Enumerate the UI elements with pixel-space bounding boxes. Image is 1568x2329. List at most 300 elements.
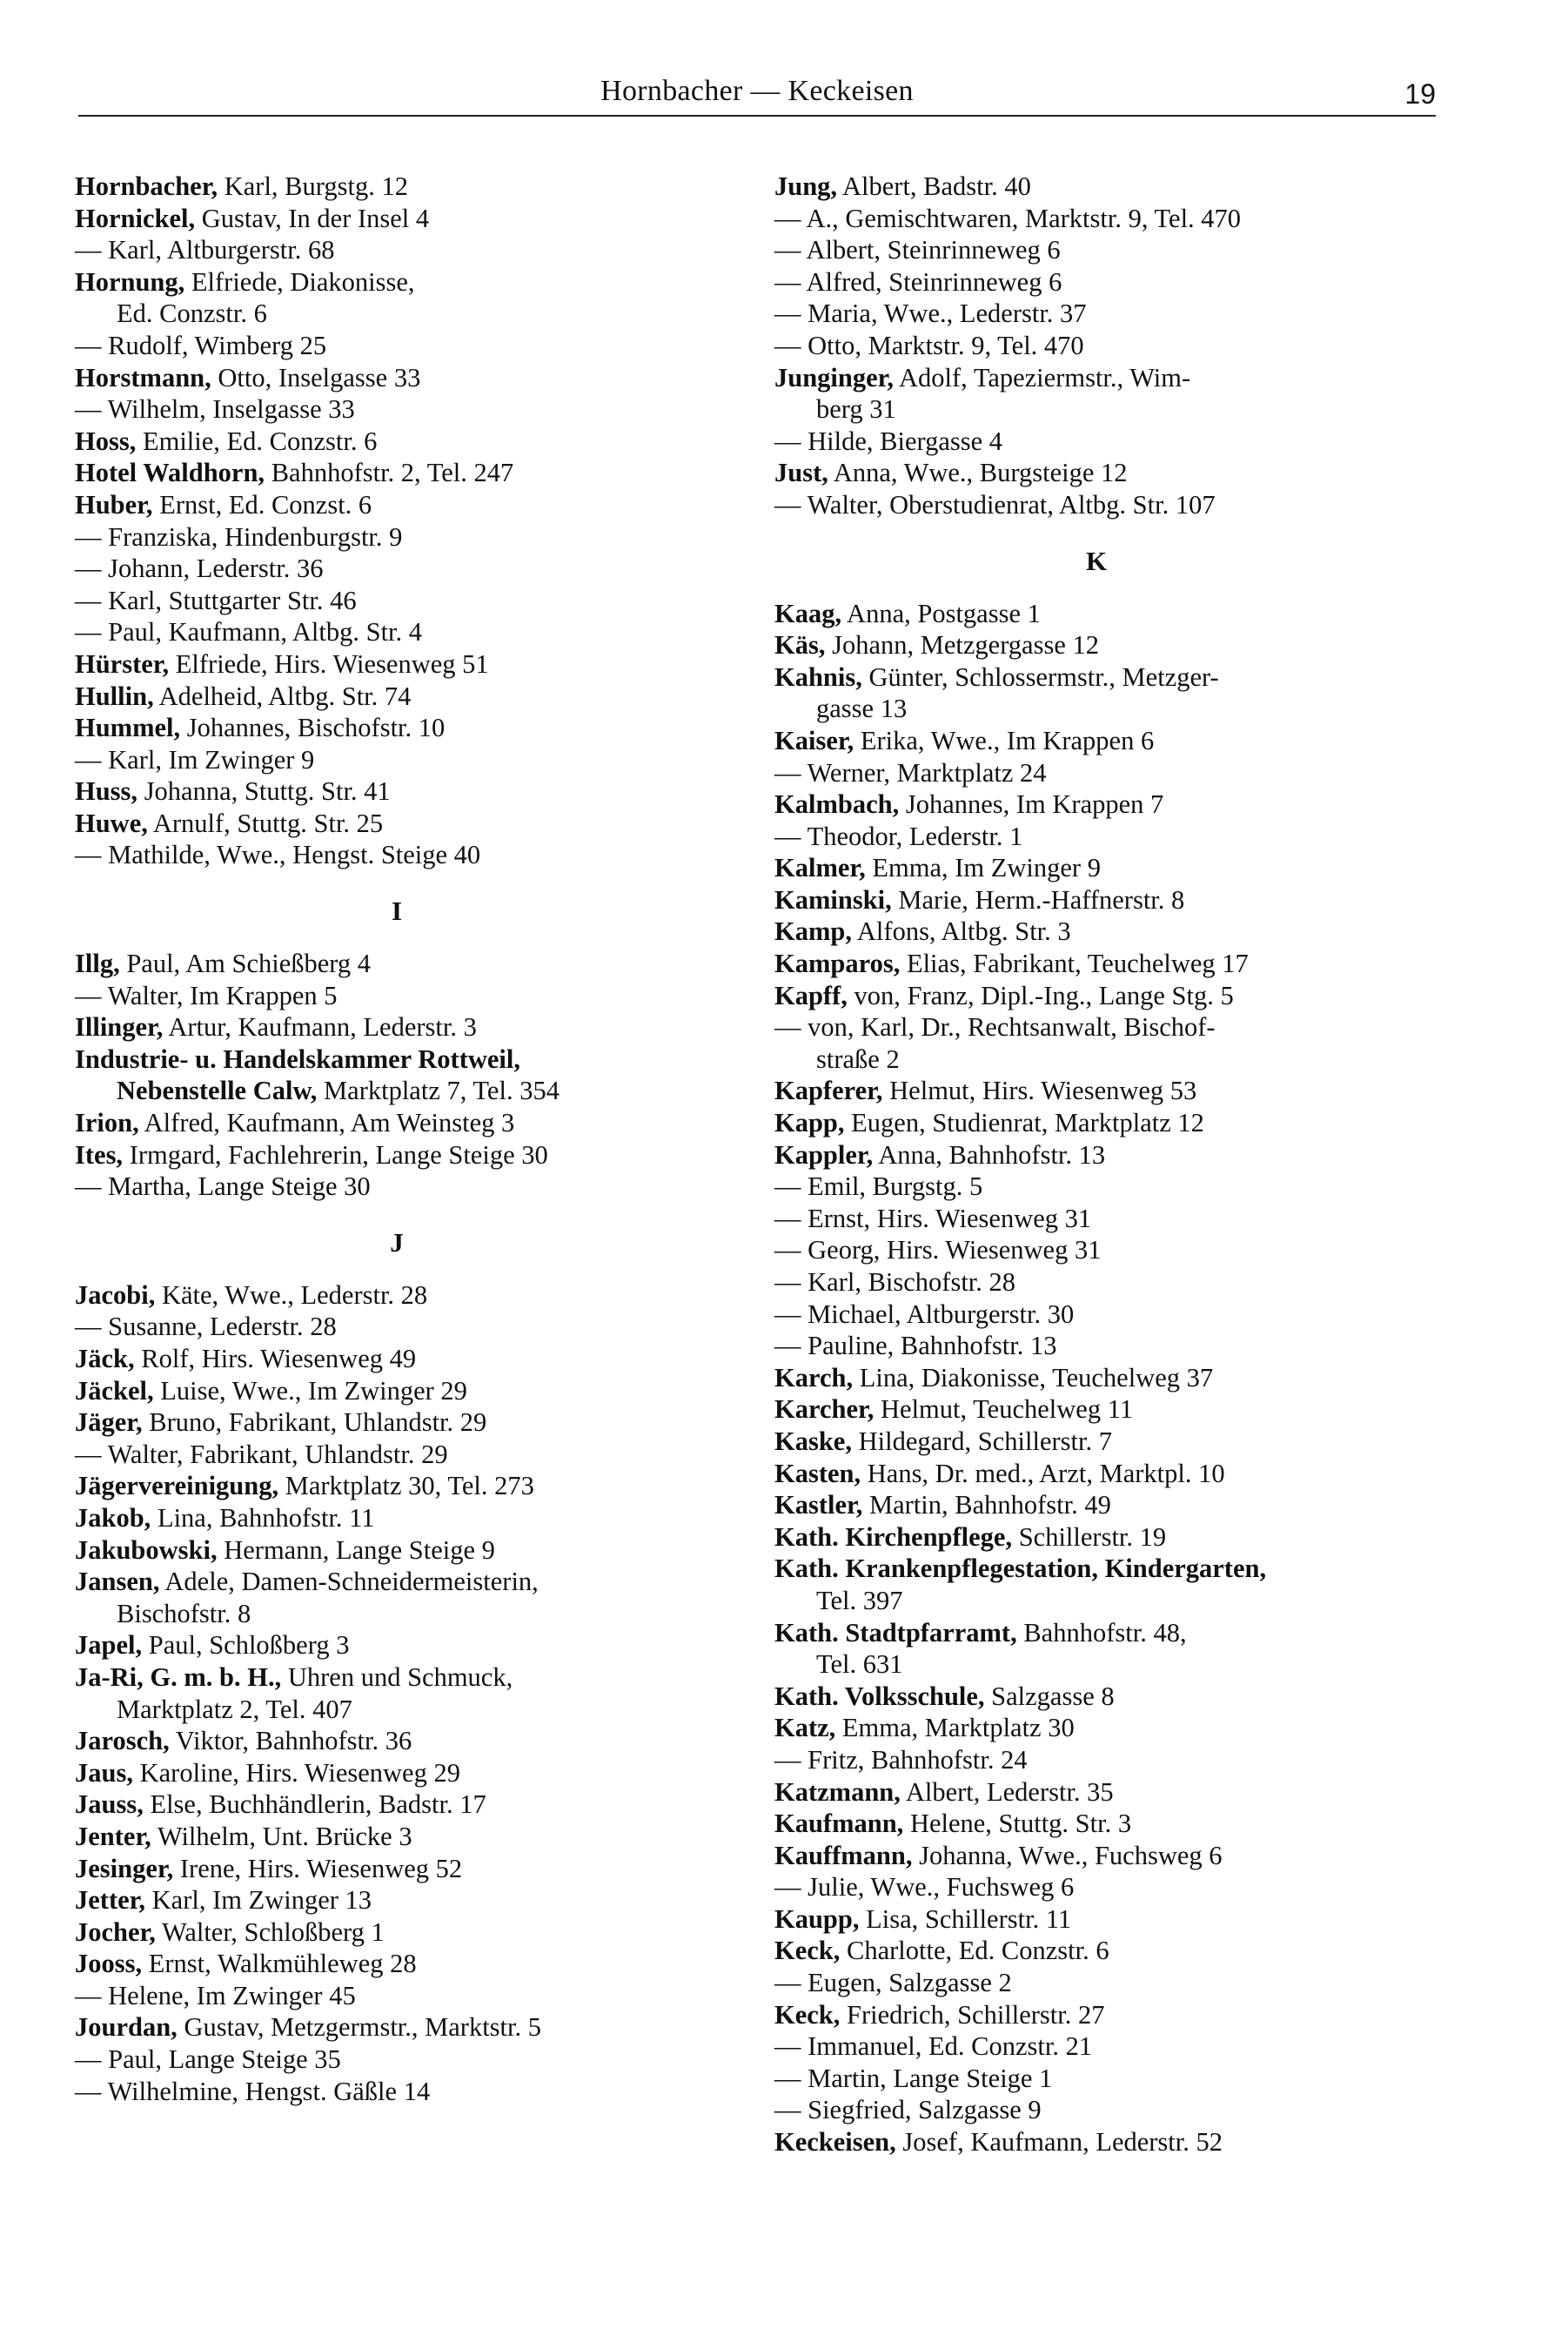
entry-details: Karl, Im Zwinger 13 <box>145 1885 372 1916</box>
entry-name: Hornbacher, <box>75 171 218 201</box>
entry-details: berg 31 <box>816 394 896 425</box>
directory-entry <box>774 298 1436 330</box>
directory-entry <box>75 362 736 394</box>
directory-entry <box>75 2044 736 2076</box>
entry-details: — Theodor, Lederstr. 1 <box>774 821 1023 851</box>
directory-entry <box>774 852 1436 884</box>
entry-name: Kapff, <box>774 980 848 1010</box>
entry-details: Wilhelm, Unt. Brücke 3 <box>151 1821 412 1851</box>
directory-entry <box>75 1502 736 1534</box>
entry-name: Jäger, <box>75 1407 143 1438</box>
directory-entry <box>75 808 736 840</box>
entry-name: Kalmbach, <box>774 789 900 820</box>
directory-entry <box>75 1757 736 1789</box>
entry-name: Jägervereinigung, <box>75 1471 279 1501</box>
entry-name: Irion, <box>75 1108 139 1138</box>
directory-entry <box>774 1521 1436 1554</box>
directory-entry <box>75 1375 736 1407</box>
entry-name: Kath. Krankenpflegestation, Kindergarten, <box>774 1554 1267 1584</box>
entry-details: Anna, Bahnhofstr. 13 <box>873 1139 1106 1170</box>
directory-entry <box>774 1744 1436 1776</box>
entry-details: Adelheid, Altbg. Str. 74 <box>153 681 412 711</box>
entry-details: Arnulf, Stuttg. Str. 25 <box>147 808 384 838</box>
directory-entry <box>774 1999 1436 2031</box>
entry-name: Kamp, <box>774 916 852 947</box>
entry-name: Kastler, <box>774 1490 863 1520</box>
entry-details: Albert, Lederstr. 35 <box>900 1776 1114 1807</box>
directory-entry <box>774 1712 1436 1744</box>
directory-entry-continuation <box>774 1648 1436 1681</box>
entry-name: Kapferer, <box>774 1076 883 1106</box>
entry-details: — Karl, Stuttgarter Str. 46 <box>75 585 357 615</box>
entry-details: Elfriede, Hirs. Wiesenweg 51 <box>169 648 489 679</box>
entry-details: Uhren und Schmuck, <box>281 1661 513 1692</box>
directory-entry <box>75 553 736 585</box>
directory-entry <box>75 1534 736 1567</box>
entry-details: — Susanne, Lederstr. 28 <box>75 1312 337 1342</box>
directory-entry <box>774 1903 1436 1936</box>
entry-name: Katzmann, <box>774 1776 901 1807</box>
entry-details: Gustav, In der Insel 4 <box>195 203 430 233</box>
directory-entry <box>75 1343 736 1375</box>
entry-name: Katz, <box>774 1713 836 1743</box>
entry-details: — Pauline, Bahnhofstr. 13 <box>774 1331 1057 1361</box>
entry-details: — Helene, Im Zwinger 45 <box>75 1980 356 2010</box>
entry-name: Hürster, <box>75 648 170 679</box>
entry-details: — Karl, Altburgerstr. 68 <box>75 235 335 265</box>
directory-entry <box>774 1553 1436 1585</box>
entry-details: Josef, Kaufmann, Lederstr. 52 <box>895 2127 1223 2158</box>
directory-entry <box>75 203 736 235</box>
directory-entry <box>774 1808 1436 1840</box>
directory-entry <box>774 2063 1436 2095</box>
entry-details: Johanna, Wwe., Fuchsweg 6 <box>912 1840 1223 1870</box>
entry-name: Kaupp, <box>774 1903 860 1934</box>
directory-entry-continuation <box>75 298 736 330</box>
entry-name: Kath. Stadtpfarramt, <box>774 1617 1017 1648</box>
entry-details: — von, Karl, Dr., Rechtsanwalt, Bischof- <box>774 1012 1216 1043</box>
directory-entry <box>75 426 736 458</box>
entry-name: Jooss, <box>75 1949 143 1979</box>
entry-details: — Mathilde, Wwe., Hengst. Steige 40 <box>75 840 481 870</box>
running-head <box>78 73 1436 117</box>
section-letter-text: J <box>390 1226 404 1258</box>
entry-details: Emma, Marktplatz 30 <box>835 1713 1075 1743</box>
entry-name: Jacobi, <box>75 1279 156 1310</box>
entry-name: Kath. Volksschule, <box>774 1681 985 1711</box>
entry-details: — Julie, Wwe., Fuchsweg 6 <box>774 1872 1075 1903</box>
directory-entry <box>774 1617 1436 1649</box>
entry-details: — Martha, Lange Steige 30 <box>75 1171 371 1202</box>
entry-name: Hullin, <box>75 681 154 711</box>
directory-entry-continuation <box>774 1585 1436 1617</box>
entry-name: Huber, <box>75 489 153 520</box>
directory-entry <box>774 884 1436 916</box>
entry-details: Bischofstr. 8 <box>117 1598 251 1628</box>
directory-entry-continuation <box>774 1044 1436 1076</box>
directory-entry <box>75 1311 736 1343</box>
entry-name: Huss, <box>75 776 138 807</box>
directory-entry <box>774 629 1436 661</box>
directory-entry <box>774 757 1436 789</box>
entry-name: Industrie- u. Handelskammer Rottweil, <box>75 1044 521 1074</box>
directory-entry <box>75 521 736 554</box>
entry-name: Jäck, <box>75 1344 135 1373</box>
entry-details: Anna, Wwe., Burgsteige 12 <box>828 458 1128 488</box>
entry-name: Karcher, <box>774 1394 874 1425</box>
entry-name: Karch, <box>774 1362 854 1393</box>
directory-entry <box>774 2094 1436 2126</box>
entry-details: — Werner, Marktplatz 24 <box>774 757 1047 788</box>
entry-details: Johanna, Stuttg. Str. 41 <box>137 776 391 807</box>
directory-entry <box>774 457 1436 489</box>
entry-details: Tel. 631 <box>816 1649 903 1680</box>
entry-details: Johann, Metzgergasse 12 <box>825 630 1099 661</box>
entry-details: Martin, Bahnhofstr. 49 <box>862 1490 1111 1520</box>
left-column <box>75 171 736 2107</box>
entry-details: — Georg, Hirs. Wiesenweg 31 <box>774 1235 1102 1265</box>
directory-entry <box>774 1871 1436 1903</box>
directory-entry <box>75 1629 736 1661</box>
entry-details: Marie, Herm.-Haffnerstr. 8 <box>891 884 1185 915</box>
directory-entry <box>774 330 1436 362</box>
directory-entry <box>75 1107 736 1139</box>
entry-details: Charlotte, Ed. Conzstr. 6 <box>840 1936 1109 1966</box>
entry-name: Kappler, <box>774 1139 874 1170</box>
directory-entry <box>75 1916 736 1949</box>
directory-entry <box>774 1107 1436 1139</box>
entry-details: Hermann, Lange Steige 9 <box>217 1534 495 1565</box>
entry-details: Otto, Inselgasse 33 <box>211 362 421 393</box>
entry-details: — Emil, Burgstg. 5 <box>774 1171 983 1202</box>
directory-entry <box>774 2126 1436 2158</box>
entry-name: Japel, <box>75 1630 143 1661</box>
entry-name: Kauffmann, <box>774 1840 913 1870</box>
directory-entry <box>75 1789 736 1821</box>
directory-entry <box>774 1776 1436 1809</box>
entry-details: von, Franz, Dipl.-Ing., Lange Stg. 5 <box>847 980 1234 1010</box>
directory-entry <box>774 2030 1436 2063</box>
entry-details: Rolf, Hirs. Wiesenweg 49 <box>134 1344 417 1373</box>
entry-name: Jarosch, <box>75 1726 170 1756</box>
entry-details: Schillerstr. 19 <box>1012 1521 1167 1552</box>
directory-entry <box>75 1948 736 1980</box>
directory-entry <box>774 821 1436 853</box>
directory-entry <box>75 1439 736 1471</box>
directory-entry <box>75 330 736 362</box>
directory-entry <box>774 1330 1436 1362</box>
directory-entry <box>75 712 736 744</box>
entry-details: Erika, Wwe., Im Krappen 6 <box>854 725 1155 755</box>
entry-name: Ja-Ri, G. m. b. H., <box>75 1661 282 1692</box>
entry-name: Keck, <box>774 1936 841 1966</box>
entry-details: — Maria, Wwe., Lederstr. 37 <box>774 299 1087 329</box>
entry-name: Kaiser, <box>774 725 854 755</box>
directory-entry <box>75 266 736 299</box>
entry-details: Friedrich, Schillerstr. 27 <box>840 1999 1105 2030</box>
entry-details: — Karl, Bischofstr. 28 <box>774 1267 1016 1297</box>
directory-entry <box>774 1362 1436 1394</box>
entry-details: Ernst, Walkmühleweg 28 <box>142 1949 417 1979</box>
directory-entry <box>774 426 1436 458</box>
directory-entry <box>75 2011 736 2044</box>
section-letter <box>75 1203 719 1279</box>
directory-entry <box>75 2076 736 2108</box>
entry-name: Nebenstelle Calw, <box>117 1076 318 1106</box>
directory-entry <box>774 980 1436 1012</box>
entry-name: Jesinger, <box>75 1853 174 1883</box>
entry-details: Käte, Wwe., Lederstr. 28 <box>155 1279 428 1310</box>
entry-name: Illg, <box>75 949 120 979</box>
entry-details: — Siegfried, Salzgasse 9 <box>774 2095 1042 2125</box>
entry-name: Just, <box>774 458 828 488</box>
entry-details: Alfred, Kaufmann, Am Weinsteg 3 <box>138 1108 515 1138</box>
entry-name: Hotel Waldhorn, <box>75 458 265 488</box>
entry-details: Emilie, Ed. Conzstr. 6 <box>136 426 378 456</box>
directory-entry <box>75 1011 736 1044</box>
entry-name: Keck, <box>774 1999 841 2030</box>
entry-details: Tel. 397 <box>816 1585 903 1615</box>
directory-entry <box>774 1840 1436 1872</box>
entry-details: Helmut, Hirs. Wiesenweg 53 <box>882 1076 1197 1106</box>
entry-name: Jauss, <box>75 1789 144 1820</box>
entry-details: — Michael, Altburgerstr. 30 <box>774 1299 1075 1329</box>
entry-details: Marktplatz 30, Tel. 273 <box>278 1471 534 1501</box>
directory-entry <box>75 457 736 489</box>
entry-details: Paul, Am Schießberg 4 <box>119 949 372 979</box>
directory-entry <box>774 1681 1436 1713</box>
entry-name: Jansen, <box>75 1567 160 1597</box>
directory-entry <box>75 171 736 203</box>
entry-name: Huwe, <box>75 808 148 838</box>
directory-entry-continuation <box>75 1694 736 1726</box>
entry-details: Irmgard, Fachlehrerin, Lange Steige 30 <box>123 1139 548 1170</box>
directory-entry <box>774 266 1436 299</box>
entry-details: Emma, Im Zwinger 9 <box>865 853 1101 883</box>
entry-name: Illinger, <box>75 1012 164 1043</box>
directory-entry <box>75 681 736 713</box>
directory-entry <box>774 1075 1436 1107</box>
entry-details: Marktplatz 7, Tel. 354 <box>317 1076 560 1106</box>
directory-entry <box>75 775 736 808</box>
entry-details: Irene, Hirs. Wiesenweg 52 <box>173 1853 463 1883</box>
entry-details: — Wilhelm, Inselgasse 33 <box>75 394 355 425</box>
directory-entry <box>774 1935 1436 1967</box>
entry-name: Hummel, <box>75 713 181 743</box>
entry-name: Hornung, <box>75 266 185 297</box>
directory-entry <box>75 744 736 776</box>
entry-details: Helmut, Teuchelweg 11 <box>874 1394 1134 1425</box>
entry-details: Bahnhofstr. 48, <box>1016 1617 1187 1648</box>
entry-details: Anna, Postgasse 1 <box>841 598 1041 628</box>
directory-entry <box>774 1171 1436 1203</box>
directory-entry <box>774 1393 1436 1426</box>
directory-entry <box>75 234 736 266</box>
entry-name: Keckeisen, <box>774 2127 896 2158</box>
entry-details: Adolf, Tapeziermstr., Wim- <box>894 362 1191 393</box>
directory-entry <box>75 948 736 980</box>
entry-name: Kaminski, <box>774 884 892 915</box>
entry-details: — Immanuel, Ed. Conzstr. 21 <box>774 2031 1093 2062</box>
running-title: Hornbacher — Keckeisen <box>600 75 914 107</box>
entry-details: Albert, Badstr. 40 <box>837 171 1031 201</box>
entry-details: Ed. Conzstr. 6 <box>117 299 267 329</box>
directory-entry <box>75 1884 736 1916</box>
entry-details: — Martin, Lange Steige 1 <box>774 2063 1053 2093</box>
entry-details: — Rudolf, Wimberg 25 <box>75 330 327 360</box>
entry-details: Lina, Diakonisse, Teuchelweg 37 <box>853 1362 1214 1393</box>
entry-name: Jäckel, <box>75 1375 154 1406</box>
entry-details: Adele, Damen-Schneidermeisterin, <box>159 1567 539 1597</box>
entry-name: Jetter, <box>75 1885 146 1916</box>
entry-details: — Johann, Lederstr. 36 <box>75 554 324 584</box>
entry-name: Kasten, <box>774 1458 861 1488</box>
directory-entry-continuation <box>75 1598 736 1630</box>
directory-entry <box>774 1234 1436 1266</box>
entry-details: — Otto, Marktstr. 9, Tel. 470 <box>774 330 1084 360</box>
entry-details: Bruno, Fabrikant, Uhlandstr. 29 <box>142 1407 487 1438</box>
directory-entry <box>75 1661 736 1694</box>
entry-details: — Alfred, Steinrinneweg 6 <box>774 266 1062 297</box>
entry-details: gasse 13 <box>816 694 908 724</box>
entry-details: Gustav, Metzgermstr., Marktstr. 5 <box>177 2012 541 2043</box>
entry-details: Helene, Stuttg. Str. 3 <box>903 1809 1132 1839</box>
entry-details: Eugen, Studienrat, Marktplatz 12 <box>844 1108 1204 1138</box>
directory-entry <box>774 489 1436 521</box>
directory-entry <box>75 1139 736 1171</box>
entry-name: Jourdan, <box>75 2012 178 2043</box>
entry-name: Kalmer, <box>774 853 866 883</box>
entry-name: Jung, <box>774 171 838 201</box>
entry-details: straße 2 <box>816 1044 900 1074</box>
directory-entry <box>774 1139 1436 1171</box>
directory-entry <box>774 598 1436 630</box>
directory-entry <box>774 789 1436 821</box>
directory-entry <box>75 1853 736 1885</box>
directory-entry <box>774 1011 1436 1044</box>
entry-details: Artur, Kaufmann, Lederstr. 3 <box>163 1012 477 1043</box>
directory-entry <box>75 393 736 426</box>
directory-entry <box>774 1489 1436 1521</box>
entry-details: — Walter, Fabrikant, Uhlandstr. 29 <box>75 1439 448 1469</box>
entry-details: Walter, Schloßberg 1 <box>155 1916 385 1947</box>
directory-entry <box>75 1406 736 1439</box>
directory-entry <box>75 1470 736 1502</box>
entry-details: Salzgasse 8 <box>984 1681 1115 1711</box>
entry-name: Jakubowski, <box>75 1534 218 1565</box>
directory-entry <box>774 1266 1436 1299</box>
entry-details: — Walter, Oberstudienrat, Altbg. Str. 107 <box>774 489 1216 520</box>
directory-entry <box>774 1299 1436 1331</box>
entry-details: Elias, Fabrikant, Teuchelweg 17 <box>900 949 1249 979</box>
entry-name: Kaufmann, <box>774 1809 904 1839</box>
entry-details: Ernst, Ed. Conzst. 6 <box>152 489 372 520</box>
entry-details: Lina, Bahnhofstr. 11 <box>151 1502 375 1533</box>
section-letter-text: I <box>391 896 403 927</box>
entry-name: Kapp, <box>774 1108 845 1138</box>
entry-details: Karoline, Hirs. Wiesenweg 29 <box>132 1757 460 1788</box>
entry-details: — Hilde, Biergasse 4 <box>774 426 1003 456</box>
directory-entry <box>75 1279 736 1312</box>
directory-entry <box>75 648 736 681</box>
entry-details: Viktor, Bahnhofstr. 36 <box>169 1726 412 1756</box>
entry-details: — Walter, Im Krappen 5 <box>75 980 338 1010</box>
entry-details: Hans, Dr. med., Arzt, Marktpl. 10 <box>861 1458 1225 1488</box>
entry-name: Kahnis, <box>774 661 862 692</box>
entry-name: Kaske, <box>774 1426 852 1456</box>
page-number: 19 <box>1404 78 1436 110</box>
directory-entry <box>774 1967 1436 1999</box>
entry-details: — Paul, Lange Steige 35 <box>75 2044 341 2075</box>
directory-entry <box>75 839 736 871</box>
entry-name: Jaus, <box>75 1757 133 1788</box>
directory-entry <box>774 948 1436 980</box>
entry-details: — Paul, Kaufmann, Altbg. Str. 4 <box>75 617 423 648</box>
directory-entry <box>75 1980 736 2012</box>
entry-details: — Ernst, Hirs. Wiesenweg 31 <box>774 1203 1092 1233</box>
entry-details: — A., Gemischtwaren, Marktstr. 9, Tel. 470 <box>774 203 1242 233</box>
entry-name: Kaag, <box>774 598 842 628</box>
directory-entry <box>774 1203 1436 1235</box>
entry-name: Junginger, <box>774 362 895 393</box>
entry-name: Jakob, <box>75 1502 151 1533</box>
entry-details: Alfons, Altbg. Str. 3 <box>851 916 1071 947</box>
entry-details: — Fritz, Bahnhofstr. 24 <box>774 1744 1028 1775</box>
section-letter-text: K <box>1085 545 1108 576</box>
entry-details: Johannes, Bischofstr. 10 <box>180 713 446 743</box>
directory-entry-continuation <box>774 693 1436 725</box>
entry-details: — Karl, Im Zwinger 9 <box>75 744 315 775</box>
directory-entry-continuation <box>75 1075 736 1107</box>
directory-entry <box>75 980 736 1012</box>
directory-entry <box>75 1171 736 1203</box>
entry-details: Marktplatz 2, Tel. 407 <box>117 1694 352 1724</box>
entry-details: — Eugen, Salzgasse 2 <box>774 1968 1012 1998</box>
directory-entry <box>774 661 1436 694</box>
entry-name: Jocher, <box>75 1916 156 1947</box>
directory-entry <box>774 234 1436 266</box>
directory-entry <box>75 1044 736 1076</box>
entry-details: Paul, Schloßberg 3 <box>142 1630 350 1661</box>
entry-details: Günter, Schlossermstr., Metzger- <box>861 661 1219 692</box>
directory-entry <box>75 1821 736 1853</box>
entry-name: Hoss, <box>75 426 137 456</box>
directory-entry <box>774 916 1436 948</box>
section-letter <box>774 521 1418 598</box>
directory-entry <box>75 1725 736 1757</box>
entry-details: Lisa, Schillerstr. 11 <box>859 1903 1072 1934</box>
entry-details: Luise, Wwe., Im Zwinger 29 <box>153 1375 467 1406</box>
entry-details: Karl, Burgstg. 12 <box>218 171 408 201</box>
entry-name: Horstmann, <box>75 362 211 393</box>
entry-name: Jenter, <box>75 1821 151 1851</box>
entry-name: Hornickel, <box>75 203 196 233</box>
directory-entry <box>75 489 736 521</box>
entry-name: Ites, <box>75 1139 124 1170</box>
directory-entry <box>774 171 1436 203</box>
entry-details: — Albert, Steinrinneweg 6 <box>774 235 1061 265</box>
entry-name: Kamparos, <box>774 949 901 979</box>
directory-entry <box>75 616 736 648</box>
directory-entry <box>75 585 736 617</box>
entry-details: Bahnhofstr. 2, Tel. 247 <box>265 458 514 488</box>
entry-details: Else, Buchhändlerin, Badstr. 17 <box>143 1789 486 1820</box>
entry-details: Elfriede, Diakonisse, <box>184 266 415 297</box>
entry-name: Kath. Kirchenpflege, <box>774 1521 1013 1552</box>
directory-entry <box>75 1566 736 1598</box>
entry-details: Johannes, Im Krappen 7 <box>899 789 1164 820</box>
entry-name: Käs, <box>774 630 826 661</box>
